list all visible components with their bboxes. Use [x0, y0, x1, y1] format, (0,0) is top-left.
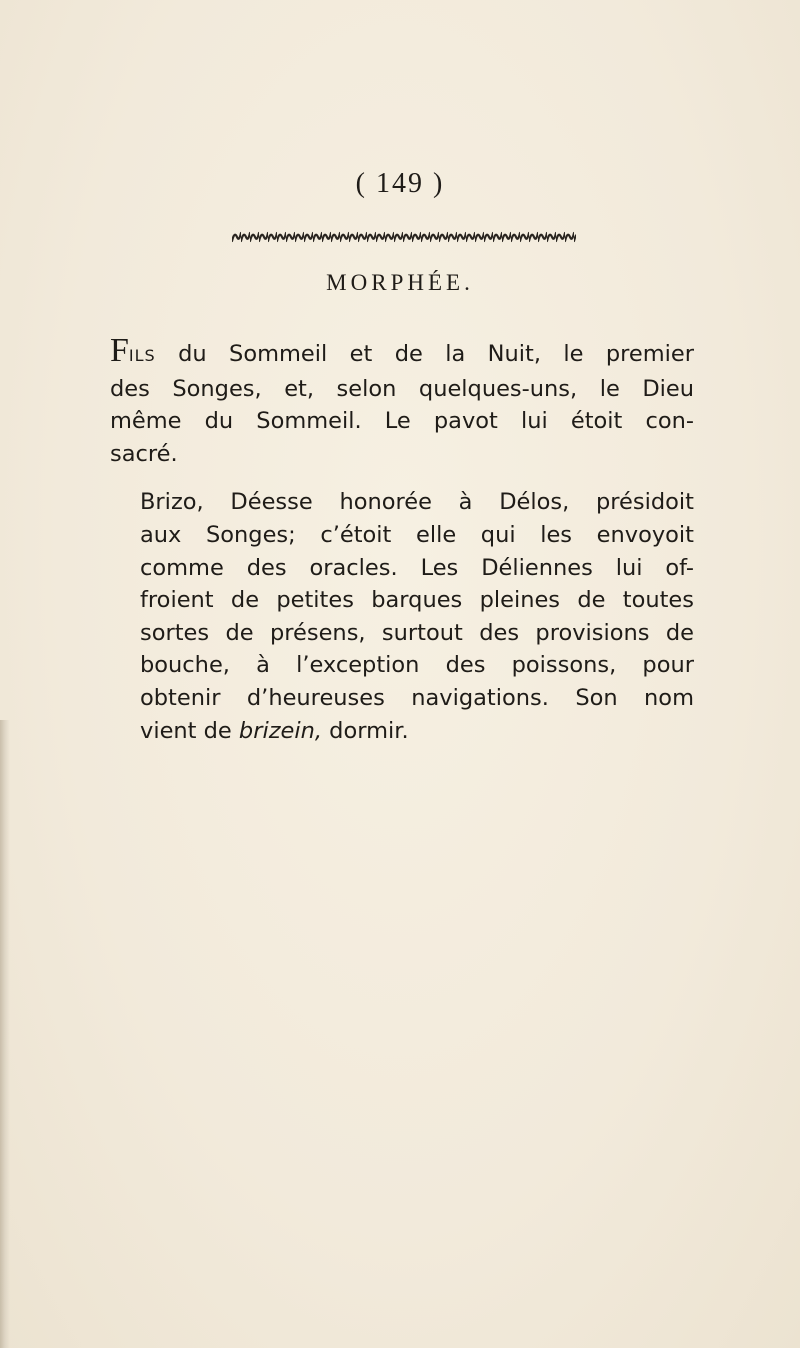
- final-line-suffix: dormir.: [322, 717, 409, 744]
- decorative-rule-ornament: [232, 228, 576, 246]
- paragraph-1: [110, 334, 694, 470]
- text-line: obtenir d’heureuses navigations. Son nom: [140, 684, 694, 711]
- drop-cap: F: [110, 332, 129, 369]
- small-caps-word: ILS: [128, 346, 156, 365]
- text-line: sacré.: [110, 440, 178, 467]
- final-line-prefix: vient de: [140, 717, 239, 744]
- text-line: Brizo, Déesse honorée à Délos, présidoit: [140, 489, 694, 516]
- page-number: ( 149 ): [355, 168, 445, 199]
- text-line: aux Songes; c’étoit elle qui les envoyoit: [140, 521, 694, 548]
- page-edge-shadow: [0, 720, 10, 1348]
- text-line-content: du Sommeil et de la Nuit, le premier: [155, 341, 694, 367]
- italic-greek-word: brizein,: [238, 717, 323, 744]
- text-line: froient de petites barques pleines de toutes: [140, 587, 694, 614]
- paragraph-2: [110, 486, 694, 747]
- text-line: des Songes, et, selon quelques-uns, le Dieu: [110, 375, 694, 402]
- text-line: sortes de présens, surtout des provisions de: [140, 619, 694, 646]
- body-text: [110, 334, 694, 747]
- text-line-final: [110, 715, 694, 748]
- chapter-title: MORPHÉE.: [326, 270, 474, 295]
- text-line: même du Sommeil. Le pavot lui étoit con-: [110, 408, 694, 435]
- text-line: comme des oracles. Les Déliennes lui of-: [140, 554, 694, 581]
- text-line: [110, 334, 694, 373]
- text-line: bouche, à l’exception des poissons, pour: [140, 652, 694, 679]
